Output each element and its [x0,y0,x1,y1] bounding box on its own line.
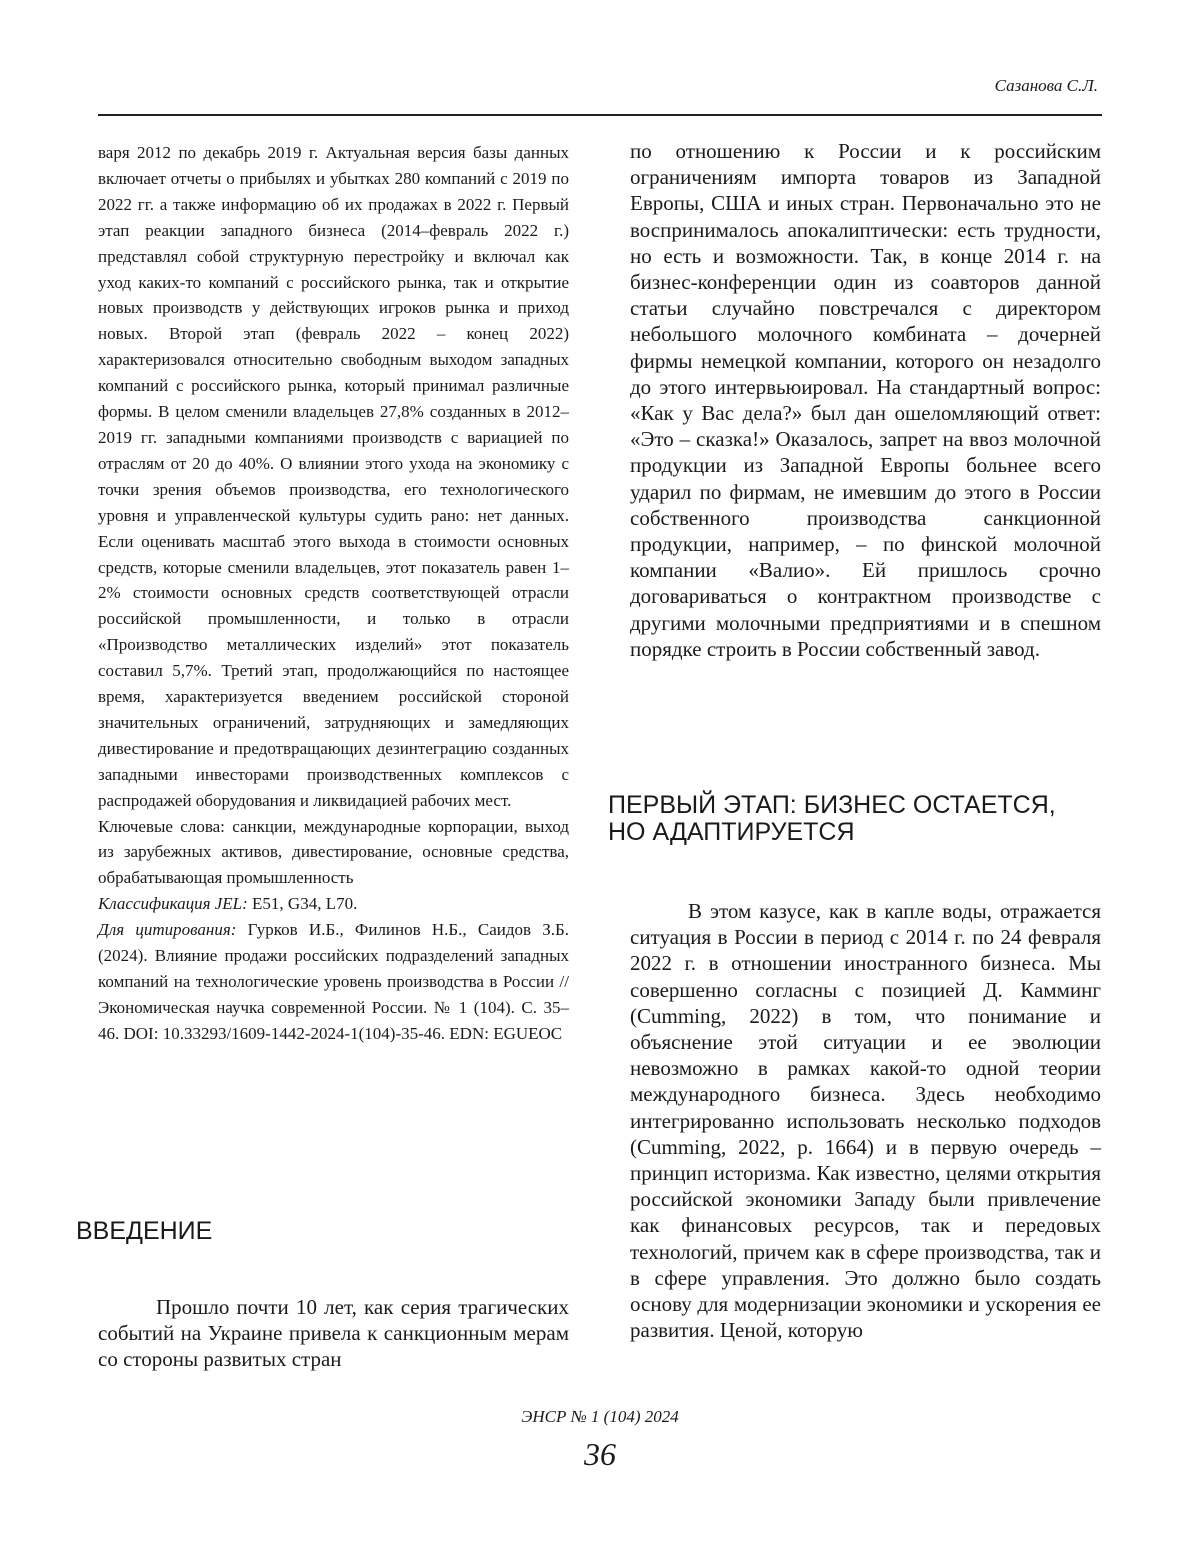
left-column [98,140,569,1047]
introduction-body [98,1294,569,1373]
section-heading-line-2: НО АДАПТИРУЕТСЯ [608,818,855,846]
introduction-paragraph: Прошло почти 10 лет, как серия трагических событий на Украине привела к санкционным мерам со стороны развитых стран [98,1295,569,1372]
section-heading-first-stage [608,792,1056,846]
section-heading-line-1: ПЕРВЫЙ ЭТАП: БИЗНЕС ОСТАЕТСЯ, [608,791,1056,819]
keywords-paragraph [98,814,569,892]
first-stage-body [630,898,1101,1343]
citation-label: Для цитирования: [98,920,237,940]
keywords-text: санкции, международные корпорации, выход из зарубежных активов, дивестирование, основные средства, обрабатывающая промышленность [98,816,569,888]
running-header-author: Сазанова С.Л. [994,76,1098,95]
page-number: 36 [584,1436,616,1472]
citation-paragraph [98,917,569,1047]
right-column [630,138,1101,662]
section-heading-introduction: ВВЕДЕНИЕ [76,1217,213,1245]
jel-paragraph [98,891,569,917]
jel-codes: E51, G34, L70. [252,894,358,914]
jel-label: Классификация JEL: [98,894,248,914]
first-stage-paragraph: В этом казусе, как в капле воды, отражается ситуация в России в период с 2014 г. по 24 февраля 2022 г. в отношении иностранного бизнеса. Мы совершенно согласны с позицией Д. Камминг (Cumming, 2022) в том, что понимание и объяснение этой ситуации и ее эволюции невозможно в рамках какой-то одной теории международного бизнеса. Здесь необходимо интегрированно использовать несколько подходов (Cumming, 2022, p. 1664) и в первую очередь – принцип историзма. Как известно, целями открытия российской экономики Западу были привлечение как финансовых ресурсов, так и передовых технологий, причем как в сфере производства, так и в сфере управления. Это должно было создать основу для модернизации экономики и ускорения ее развития. Ценой, которую [630,899,1101,1343]
right-column-paragraph: по отношению к России и к российским ограничениям импорта товаров из Западной Европы, США и иных стран. Первоначально это не воспринималось апокалиптически: есть трудности, но есть и возможности. Так, в конце 2014 г. на бизнес-конференции один из соавторов данной статьи случайно повстречался с директором небольшого молочного комбината – дочерней фирмы немецкой компании, которого он незадолго до этого интервьюировал. На стандартный вопрос: «Как у Вас дела?» был дан ошеломляющий ответ: «Это – сказка!» Оказалось, запрет на ввоз молочной продукции из Западной Европы больнее всего ударил по фирмам, не имевшим до этого в России собственного производства санкционной продукции, например, – по финской молочной компании «Валио». Ей пришлось срочно договариваться о контрактном производстве с другими молочными предприятиями и в спешном порядке строить в России собственный завод. [630,139,1101,661]
citation-text: Гурков И.Б., Филинов Н.Б., Саидов З.Б. (2024). Влияние продажи российских подразделений западных компаний на технологические уровень производства в России // Экономическая научка современной России. № 1 (104). С. 35–46. DOI: 10.33293/1609-1442-2024-1(104)-35-46. EDN: EGUEOC [98,920,570,1043]
header-divider [98,114,1102,116]
footer-journal-info: ЭНСР № 1 (104) 2024 [521,1407,679,1426]
keywords-label: Ключевые слова: [98,816,225,836]
abstract-text: варя 2012 по декабрь 2019 г. Актуальная версия базы данных включает отчеты о прибылях и убытках 280 компаний с 2019 по 2022 гг. а также информацию об их продажах в 2022 г. Первый этап реакции западного бизнеса (2014–февраль 2022 г.) представлял собой структурную перестройку и включал как уход каких-то компаний с российского рынка, так и открытие новых производств у действующих игроков рынка и приход новых. Второй этап (февраль 2022 – конец 2022) характеризовался относительно свободным выходом западных компаний с российского рынка, который принимал различные формы. В целом сменили владельцев 27,8% созданных в 2012–2019 гг. западными компаниями производств с вариацией по отраслям от 20 до 40%. О влиянии этого ухода на экономику с точки зрения объемов производства, его технологического уровня и управленческой культуры судить рано: нет данных. Если оценивать масштаб этого выхода в стоимости основных средств, которые сменили владельцев, этот показатель равен 1–2% стоимости основных средств соответствующей отрасли российской промышленности, и только в отрасли «Производство металлических изделий» этот показатель составил 5,7%. Третий этап, продолжающийся по настоящее время, характеризуется введением российской стороной значительных ограничений, затрудняющих и замедляющих дивестирование и предотвращающих дезинтеграцию созданных западными инвесторами производственных комплексов с распродажей оборудования и ликвидацией рабочих мест. [98,143,569,810]
